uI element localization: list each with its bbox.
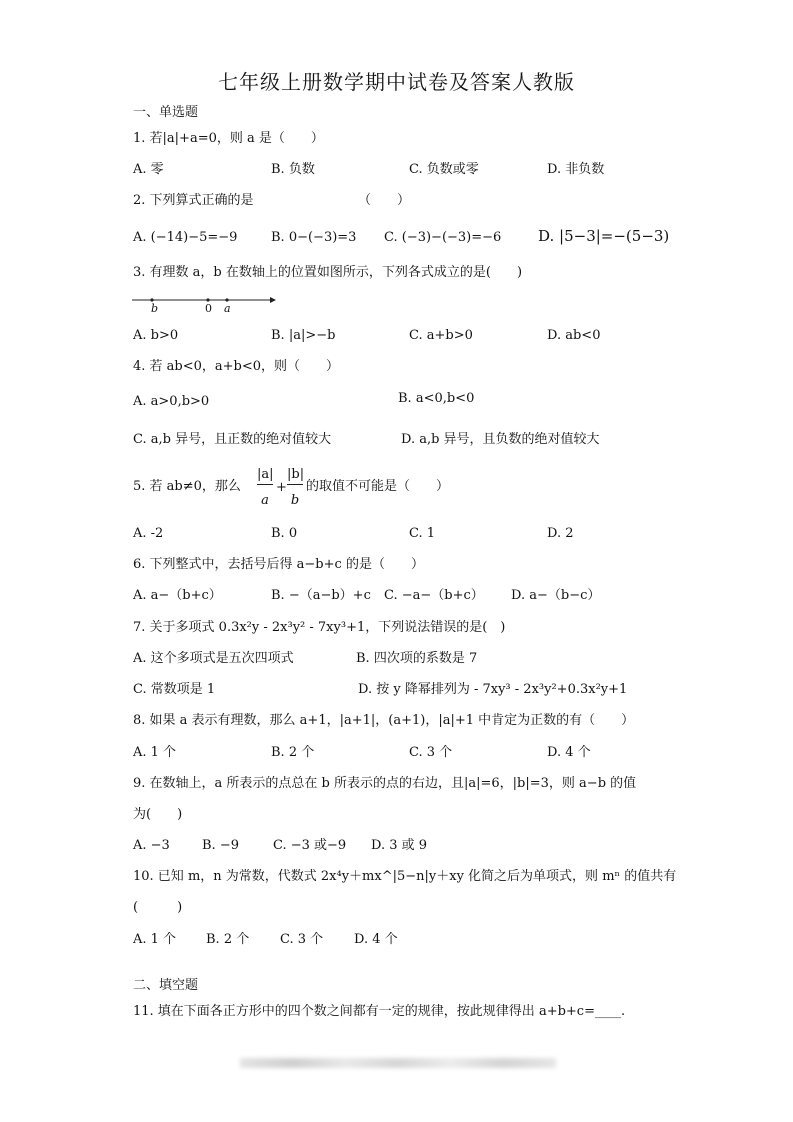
q5-fraction-2-denominator: b: [290, 493, 300, 508]
q1-option-d: D. 非负数: [547, 162, 605, 177]
question-3: 3. 有理数 a，b 在数轴上的位置如图所示，下列各式成立的是( ): [133, 265, 523, 280]
q9-option-d: D. 3 或 9: [371, 838, 428, 853]
q5-plus: +: [276, 480, 287, 495]
question-10-cont: ( ): [133, 900, 183, 915]
number-line-label-0: 0: [205, 302, 212, 315]
q4-option-c: C. a,b 异号，且正数的绝对值较大: [133, 432, 332, 447]
q9-option-b: B. −9: [202, 838, 239, 853]
q4-option-b: B. a<0,b<0: [398, 391, 475, 406]
question-2: 2. 下列算式正确的是: [133, 193, 254, 208]
q1-option-b: B. 负数: [271, 162, 315, 177]
q2-option-d: D. |5−3|=−(5−3): [538, 227, 670, 245]
question-9: 9. 在数轴上，a 所表示的点总在 b 所表示的点的右边，且|a|=6，|b|=3，则 a−b 的值: [133, 776, 637, 791]
q5-option-a: A. -2: [133, 526, 164, 541]
q4-option-a: A. a>0,b>0: [133, 394, 210, 409]
q7-option-c: C. 常数项是 1: [133, 682, 216, 697]
q8-option-a: A. 1 个: [133, 745, 177, 760]
q1-option-a: A. 零: [133, 162, 164, 177]
question-10: 10. 已知 m，n 为常数，代数式 2x⁴y＋mx^|5−n|y＋xy 化简之后为单项式，则 mⁿ 的值共有: [133, 869, 677, 884]
q8-option-d: D. 4 个: [547, 745, 591, 760]
question-8: 8. 如果 a 表示有理数，那么 a+1，|a+1|，(a+1)，|a|+1 中肯定为正数的有（ ）: [133, 713, 635, 728]
q10-option-a: A. 1 个: [133, 932, 177, 947]
q8-option-b: B. 2 个: [271, 745, 315, 760]
q3-option-a: A. b>0: [133, 328, 179, 343]
q5-option-c: C. 1: [409, 526, 436, 541]
question-6: 6. 下列整式中，去括号后得 a−b+c 的是（ ）: [133, 557, 424, 572]
q2-option-a: A. (−14)−5=−9: [133, 230, 238, 245]
q2-answer-paren: （ ）: [358, 193, 411, 208]
question-1: 1. 若|a|+a=0，则 a 是（ ）: [133, 131, 324, 146]
q2-option-b: B. 0−(−3)=3: [271, 230, 357, 245]
q8-option-c: C. 3 个: [409, 745, 453, 760]
q3-option-b: B. |a|>−b: [271, 328, 336, 343]
section-heading-single-choice: 一、单选题: [133, 105, 199, 120]
q3-option-c: C. a+b>0: [409, 328, 473, 343]
number-line-label-a: a: [224, 302, 231, 315]
q1-option-c: C. 负数或零: [409, 162, 479, 177]
q5-option-b: B. 0: [271, 526, 298, 541]
q5-fraction-1-denominator: a: [261, 493, 269, 508]
q6-option-a: A. a−（b+c）: [133, 588, 222, 603]
question-4: 4. 若 ab<0，a+b<0，则（ ）: [133, 359, 340, 374]
q4-option-d: D. a,b 异号，且负数的绝对值较大: [401, 432, 600, 447]
q10-option-d: D. 4 个: [354, 932, 398, 947]
q2-option-c: C. (−3)−(−3)=−6: [384, 230, 502, 245]
q7-option-d: D. 按 y 降幂排列为 - 7xy³ - 2x³y²+0.3x²y+1: [358, 682, 628, 697]
q5-fraction-2-numerator: |b|: [287, 466, 303, 485]
question-7: 7. 关于多项式 0.3x²y - 2x³y² - 7xy³+1，下列说法错误的是( ): [133, 620, 506, 635]
q5-fraction-1-numerator: |a|: [257, 466, 273, 485]
section-heading-fill-blank: 二、填空题: [133, 978, 199, 993]
question-5-prefix: 5. 若 ab≠0，那么: [133, 479, 241, 494]
q6-option-b: B. −（a−b）+c: [271, 588, 371, 603]
question-5-suffix: 的取值不可能是（ ）: [306, 479, 450, 494]
page-title: 七年级上册数学期中试卷及答案人教版: [218, 70, 575, 94]
question-11: 11. 填在下面各正方形中的四个数之间都有一定的规律，按此规律得出 a+b+c=____.: [133, 1004, 626, 1019]
q7-option-a: A. 这个多项式是五次四项式: [133, 651, 294, 666]
q9-option-c: C. −3 或−9: [273, 838, 347, 853]
question-9-cont: 为( ): [133, 807, 183, 822]
q10-option-c: C. 3 个: [280, 932, 324, 947]
number-line-label-b: b: [151, 302, 159, 315]
q6-option-c: C. −a−（b+c）: [384, 588, 484, 603]
q9-option-a: A. −3: [133, 838, 170, 853]
blurred-footer: [240, 1058, 556, 1068]
q10-option-b: B. 2 个: [206, 932, 250, 947]
q7-option-b: B. 四次项的系数是 7: [356, 651, 478, 666]
q5-option-d: D. 2: [547, 526, 574, 541]
q3-option-d: D. ab<0: [547, 328, 601, 343]
q6-option-d: D. a−（b−c）: [511, 588, 601, 603]
